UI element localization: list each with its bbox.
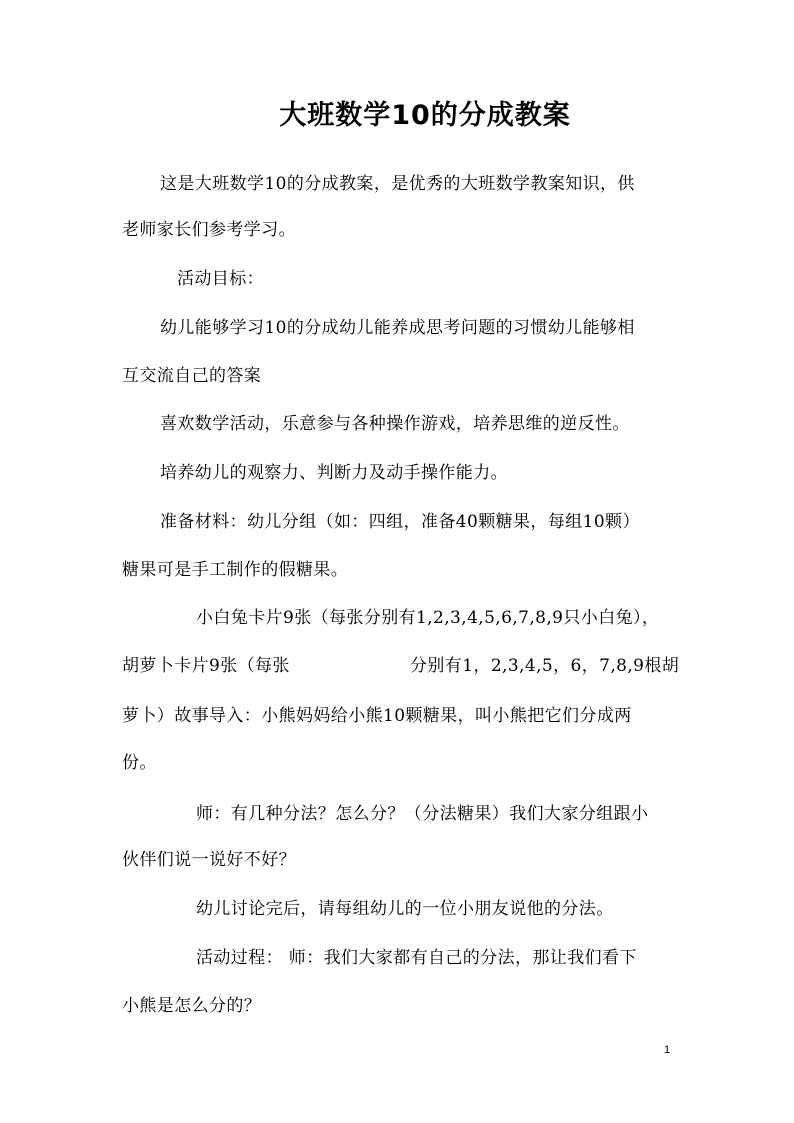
materials-line-1: 准备材料：幼儿分组（如：四组，准备40颗糖果，每组10颗）	[160, 512, 640, 532]
materials-line-4-left: 胡萝卜卡片9张（每张	[122, 656, 290, 676]
process-line-2: 小熊是怎么分的？	[122, 996, 262, 1016]
goal-line-1: 幼儿能够学习10的分成幼儿能养成思考问题的习惯幼儿能够相	[160, 318, 635, 338]
teacher-question-line-1: 师：有几种分法？怎么分？（分法糖果）我们大家分组跟小	[196, 804, 649, 824]
discussion-line: 幼儿讨论完后，请每组幼儿的一位小朋友说他的分法。	[196, 899, 614, 919]
story-line-1: 萝卜）故事导入：小熊妈妈给小熊10颗糖果，叫小熊把它们分成两	[122, 706, 632, 726]
goal-line-2: 互交流自己的答案	[122, 366, 262, 386]
intro-line-1: 这是大班数学10的分成教案，是优秀的大班数学教案知识，供	[160, 174, 635, 194]
process-line-1: 活动过程： 师：我们大家都有自己的分法，那让我们看下	[196, 948, 637, 968]
document-title: 大班数学10的分成教案	[279, 100, 571, 131]
story-line-2: 份。	[122, 753, 157, 773]
teacher-question-line-2: 伙伴们说一说好不好？	[122, 850, 296, 870]
materials-line-2: 糖果可是手工制作的假糖果。	[122, 560, 349, 580]
section-heading-goals: 活动目标：	[177, 269, 264, 289]
materials-line-3: 小白兔卡片9张（每张分别有1,2,3,4,5,6,7,8,9只小白兔），	[196, 608, 660, 628]
goal-line-4: 培养幼儿的观察力、判断力及动手操作能力。	[160, 463, 508, 483]
page-number: 1	[664, 1044, 671, 1056]
goal-line-3: 喜欢数学活动，乐意参与各种操作游戏，培养思维的逆反性。	[160, 414, 630, 434]
materials-line-4-right: 分别有1，2,3,4,5，6，7,8,9根胡	[410, 656, 680, 676]
intro-line-2: 老师家长们参考学习。	[122, 220, 296, 240]
